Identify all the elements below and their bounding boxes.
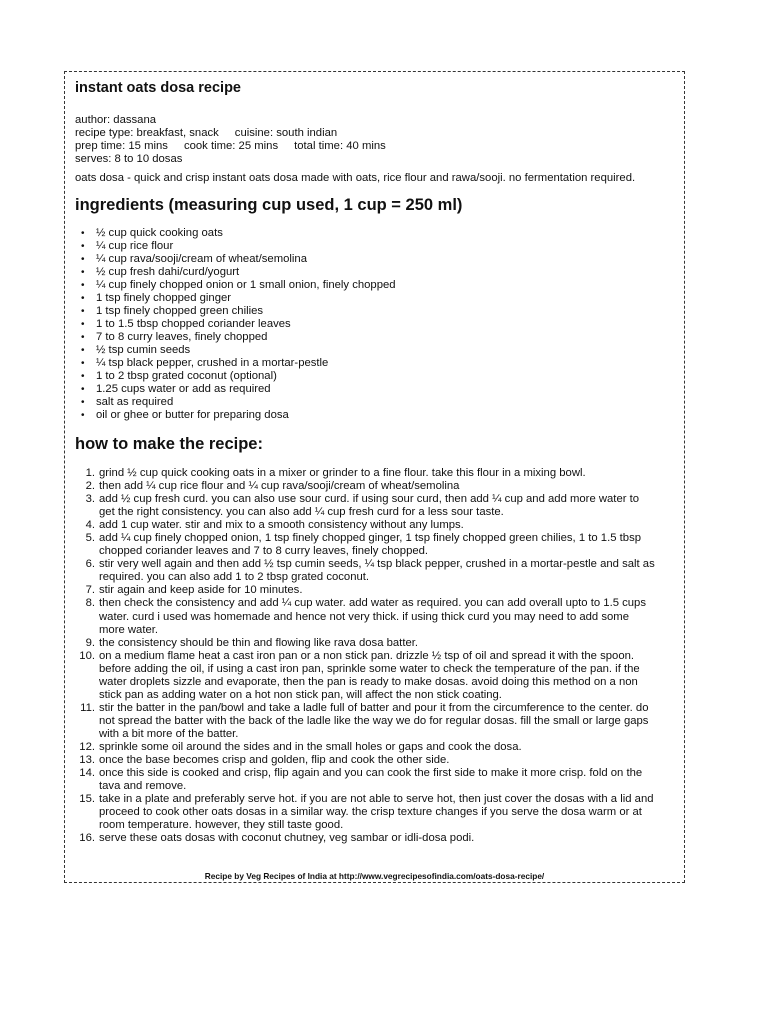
steps-heading: how to make the recipe:: [75, 435, 263, 453]
step-text-line: then check the consistency and add ¼ cup water. add water as required. you can add overall upto to 1.5 cups: [99, 597, 646, 610]
step-item: [75, 493, 676, 519]
ingredient-item: • salt as required: [75, 396, 676, 409]
step-text-line: once this side is cooked and crisp, flip again and you can cook the first side to make it more crisp. fold on the: [99, 767, 643, 780]
recipe-credit-footer: Recipe by Veg Recipes of India at http://www.vegrecipesofindia.com/oats-dosa-recipe/: [204, 871, 545, 881]
step-number: 9.: [85, 636, 95, 649]
recipe-type: recipe type: breakfast, snack: [75, 127, 219, 139]
serves-line: serves: 8 to 10 dosas: [75, 153, 183, 165]
step-text-line: proceed to cook other oats dosas in a similar way. the crisp texture changes if you serve the dosa warm or at: [99, 806, 642, 819]
step-text-line: stir the batter in the pan/bowl and take a ladle full of batter and pour it from the circumference to the center. do: [99, 701, 649, 714]
step-text-line: water. curd i used was homemade and hence not very thick. if using thick curd you may need to add some: [99, 610, 629, 623]
step-text-line: stir very well again and then add ½ tsp cumin seeds, ¼ tsp black pepper, crushed in a mortar-pestle and salt as: [99, 558, 655, 571]
ingredients-heading: ingredients (measuring cup used, 1 cup = 250 ml): [75, 196, 463, 214]
step-text-line: serve these oats dosas with coconut chutney, veg sambar or idli-dosa podi.: [99, 832, 475, 845]
step-item: [75, 832, 676, 845]
step-item: [75, 558, 676, 584]
ingredients-list: [75, 227, 676, 422]
step-text-line: more water.: [99, 623, 159, 636]
ingredient-item: • ¼ cup rava/sooji/cream of wheat/semolina: [75, 253, 676, 266]
ingredient-item: • ½ cup quick cooking oats: [75, 227, 676, 240]
step-text-line: stick pan as adding water on a hot non stick pan, will affect the non stick coating.: [99, 688, 502, 701]
step-text-line: add 1 cup water. stir and mix to a smooth consistency without any lumps.: [99, 519, 464, 532]
step-text-line: get the right consistency. you can also add ¼ cup fresh curd for a less sour taste.: [99, 506, 504, 519]
step-item: [75, 637, 676, 650]
step-text-line: add ¼ cup finely chopped onion, 1 tsp finely chopped ginger, 1 tsp finely chopped green chilies, 1 to 1.5 tbsp: [99, 532, 641, 545]
cuisine: cuisine: south indian: [234, 127, 338, 139]
step-item: [75, 754, 676, 767]
step-item: [75, 597, 676, 636]
cook-time: cook time: 25 mins: [183, 140, 279, 152]
step-item: [75, 480, 676, 493]
step-item: [75, 650, 676, 702]
step-text-line: take in a plate and preferably serve hot. if you are not able to serve hot, then just cover the dosas with a lid and: [99, 793, 654, 806]
step-item: [75, 767, 676, 793]
times-line: [75, 140, 676, 153]
steps-list: [75, 467, 676, 845]
step-number: 8.: [85, 597, 95, 610]
step-item: [75, 741, 676, 754]
recipe-content: [75, 79, 676, 845]
step-number: 4.: [85, 519, 95, 532]
step-text-line: add ½ cup fresh curd. you can also use sour curd. if using sour curd, then add ¼ cup and add more water to: [99, 493, 640, 506]
ingredient-item: • ½ tsp cumin seeds: [75, 344, 676, 357]
step-number: 2.: [85, 480, 95, 493]
step-text-line: sprinkle some oil around the sides and in the small holes or gaps and cook the dosa.: [99, 740, 522, 753]
step-text-line: chopped coriander leaves and 7 to 8 curry leaves, finely chopped.: [99, 545, 429, 558]
step-number: 12.: [79, 740, 95, 753]
ingredient-item: • ¼ cup rice flour: [75, 240, 676, 253]
step-text-line: stir again and keep aside for 10 minutes.: [99, 584, 303, 597]
step-number: 7.: [85, 584, 95, 597]
ingredient-item: • ½ cup fresh dahi/curd/yogurt: [75, 266, 676, 279]
ingredient-item: • 1.25 cups water or add as required: [75, 383, 676, 396]
author-line: author: dassana: [75, 114, 157, 126]
recipe-description: oats dosa - quick and crisp instant oats dosa made with oats, rice flour and rawa/sooji. no fermentation required.: [75, 172, 636, 184]
step-item: [75, 532, 676, 558]
recipe-title: instant oats dosa recipe: [75, 80, 241, 96]
step-text-line: on a medium flame heat a cast iron pan or a non stick pan. drizzle ½ tsp of oil and spread it with the spoon.: [99, 649, 635, 662]
step-text-line: water droplets sizzle and evaporate, then the pan is ready to make dosas. avoid doing this method on a non: [99, 675, 638, 688]
step-text-line: required. you can also add 1 to 2 tbsp grated coconut.: [99, 571, 370, 584]
prep-time: prep time: 15 mins: [75, 140, 168, 152]
step-text-line: tava and remove.: [99, 780, 187, 793]
step-item: [75, 467, 676, 480]
step-number: 16.: [79, 832, 95, 845]
step-number: 1.: [85, 467, 95, 479]
step-number: 5.: [85, 532, 95, 545]
type-cuisine-line: [75, 127, 676, 140]
step-text-line: the consistency should be thin and flowing like rava dosa batter.: [99, 636, 419, 649]
step-text-line: with a bit more of the batter.: [99, 727, 239, 740]
step-item: [75, 519, 676, 532]
recipe-meta: [75, 114, 676, 166]
ingredient-item: • 7 to 8 curry leaves, finely chopped: [75, 331, 676, 344]
step-number: 3.: [85, 493, 95, 506]
ingredient-item: • 1 tsp finely chopped ginger: [75, 292, 676, 305]
step-number: 11.: [80, 701, 95, 714]
step-text-line: grind ½ cup quick cooking oats in a mixer or grinder to a fine flour. take this flour in a mixing bowl.: [99, 467, 586, 479]
step-number: 6.: [85, 558, 95, 571]
step-text-line: once the base becomes crisp and golden, flip and cook the other side.: [99, 754, 450, 767]
step-number: 14.: [79, 767, 95, 780]
recipe-card: [64, 71, 685, 883]
ingredient-item: • oil or ghee or butter for preparing dosa: [75, 409, 676, 422]
step-number: 10.: [79, 649, 95, 662]
step-item: [75, 793, 676, 832]
step-item: [75, 584, 676, 597]
step-text-line: before adding the oil, if using a cast iron pan, sprinkle some water to check the temperature of the pan. if the: [99, 662, 640, 675]
step-item: [75, 702, 676, 741]
step-text-line: then add ¼ cup rice flour and ¼ cup rava/sooji/cream of wheat/semolina: [99, 480, 460, 493]
ingredient-item: • 1 to 1.5 tbsp chopped coriander leaves: [75, 318, 676, 331]
ingredient-item: • 1 to 2 tbsp grated coconut (optional): [75, 370, 676, 383]
step-number: 13.: [79, 754, 95, 767]
ingredient-item: • ¼ cup finely chopped onion or 1 small onion, finely chopped: [75, 279, 676, 292]
ingredient-item: • ¼ tsp black pepper, crushed in a mortar-pestle: [75, 357, 676, 370]
step-number: 15.: [79, 793, 95, 806]
step-text-line: not spread the batter with the back of the ladle like the way we do for regular dosas. fill the small or large gaps: [99, 714, 649, 727]
step-text-line: room temperature. however, they still taste good.: [99, 819, 344, 832]
ingredient-item: • 1 tsp finely chopped green chilies: [75, 305, 676, 318]
total-time: total time: 40 mins: [294, 140, 386, 152]
